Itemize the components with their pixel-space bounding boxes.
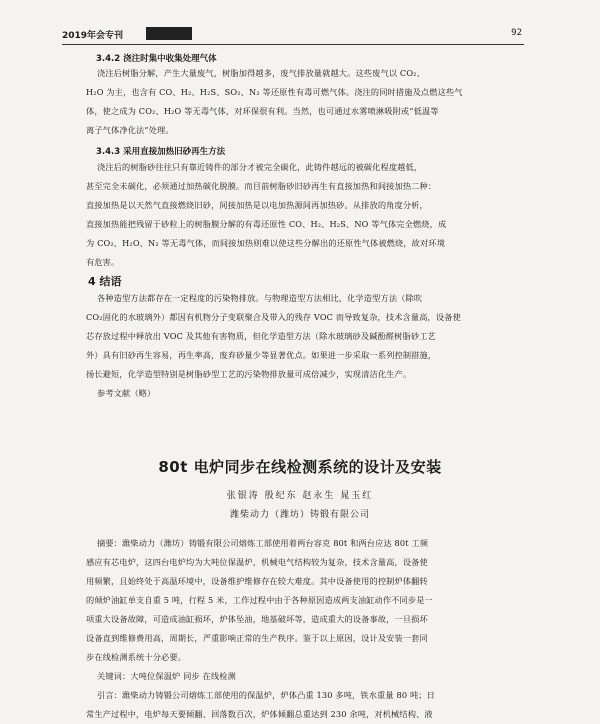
abstract-line: 设备直到维修费用高，周期长，严重影响正常的生产秩序。鉴于以上原因，设计及安装一套同 (86, 633, 428, 643)
abstract-line: 项重大设备故障，可造成油缸损坏，炉体坠油，地基破坏等，造成重大的设备事故，一旦损坏 (86, 614, 428, 624)
references-note: 参考文献（略） (97, 388, 156, 398)
article-affiliation: 潍柴动力（潍坊）铸锻有限公司 (229, 510, 370, 520)
intro-line: 常生产过程中，电炉每天要倾翻、回落数百次，炉体倾翻总重达到 230 余吨，对机械结构、液 (86, 709, 433, 719)
running-head (62, 27, 522, 43)
paragraph-line: H₂O 为主，也含有 CO、H₂、H₂S、SO₂、N₂ 等还原性有毒可燃气体。浇注的同时措施及点燃这些气 (86, 87, 463, 97)
keywords: 关键词：大吨位保温炉 同步 在线检测 (97, 671, 236, 681)
abstract-line: 的倾炉油缸单支自重 5 吨，行程 5 米，工作过程中由于各种原因造成两支油缸动作不同步是一 (86, 595, 433, 605)
abstract-line: 用频繁，且始终处于高温环境中，设备维护维修存在较大难度。其中设备使用的控制炉体翻转 (86, 576, 428, 586)
section-heading-conclusion: 4 结语 (88, 275, 122, 288)
paragraph-line: CO₂固化的水玻璃外）都因有机物分子变联聚合及带入的残存 VOC 而导致复杂，技术含量高，设备使 (86, 312, 461, 322)
article-authors: 张银涛 殷纪东 赵永生 晁玉红 (226, 491, 374, 501)
issue-label: 2019年会专刊 (62, 31, 124, 41)
paragraph-line: 浇注后的树脂砂往往只有靠近铸件的部分才被完全碳化，此铸件越远的被碳化程度越低， (97, 162, 423, 172)
article-title: 80t 电炉同步在线检测系统的设计及安装 (158, 458, 442, 476)
page-number: 92 (511, 28, 522, 38)
paragraph-line: 有危害。 (86, 257, 120, 267)
section-heading-342: 3.4.2 浇注时集中收集处理气体 (96, 54, 217, 64)
paragraph-line: 外）具有旧砂再生容易，再生率高，废弃砂量少等显著优点。如果进一步采取一系列控制措施， (86, 350, 437, 360)
paragraph-line: 扬长避短，化学造型特别是树脂砂型工艺的污染物排放量可成倍减少，实现清洁化生产。 (86, 369, 412, 379)
section-heading-343: 3.4.3 采用直接加热旧砂再生方法 (96, 147, 226, 157)
paragraph-line: 离子气体净化法”处理。 (86, 125, 174, 135)
header-rule (62, 44, 524, 45)
paragraph-line: 为 CO₂、H₂O、N₂ 等无毒气体，而间接加热则难以使这些分解出的还原性气体被燃烧，故对环境 (86, 238, 446, 248)
paragraph-line: 各种造型方法都存在一定程度的污染物排放。与物理造型方法相比，化学造型方法（除吹 (97, 293, 423, 303)
abstract-line: 摘要：潍柴动力（潍坊）铸锻有限公司熔炼工部使用着两台容克 80t 和两台应达 80t 工频 (97, 538, 429, 548)
abstract-line: 感应有芯电炉，这四台电炉均为大吨位保温炉，机械电气结构较为复杂，技术含量高，设备使 (86, 557, 428, 567)
paragraph-line: 直接加热能把残留于砂粒上的树脂膜分解的有毒还原性 CO、H₂、H₂S、NO 等气体完全燃烧，成 (86, 219, 447, 229)
paragraph-line: 甚至完全未碳化，必须通过加热碳化脱膜。而目前树脂砂旧砂再生有直接加热和间接加热二种： (86, 181, 437, 191)
paragraph-line: 体，使之成为 CO₂、H₂O 等无毒气体，对环保很有利。当然，也可通过水雾喷淋吸附或“低温等 (86, 106, 439, 116)
abstract-line: 步在线检测系统十分必要。 (86, 652, 187, 662)
issue-tag-block (146, 27, 192, 40)
paragraph-line: 直接加热是以天然气直接燃烧旧砂，间接加热是以电加热源间再加热砂。从排放的角度分析， (86, 200, 428, 210)
intro-line: 引言：潍柴动力铸锻公司熔炼工部使用的保温炉，炉体凸重 130 多吨，铁水重量 80 吨；日 (97, 690, 435, 700)
paragraph-line: 芯存放过程中释放出 VOC 及其他有害物质，但化学造型方法（除水玻璃砂及碱酚醛树脂砂工艺 (86, 331, 436, 341)
paragraph-line: 浇注后树脂分解，产生大量废气，树脂加得越多，废气排放量就越大。这些废气以 CO₂、 (97, 68, 425, 78)
